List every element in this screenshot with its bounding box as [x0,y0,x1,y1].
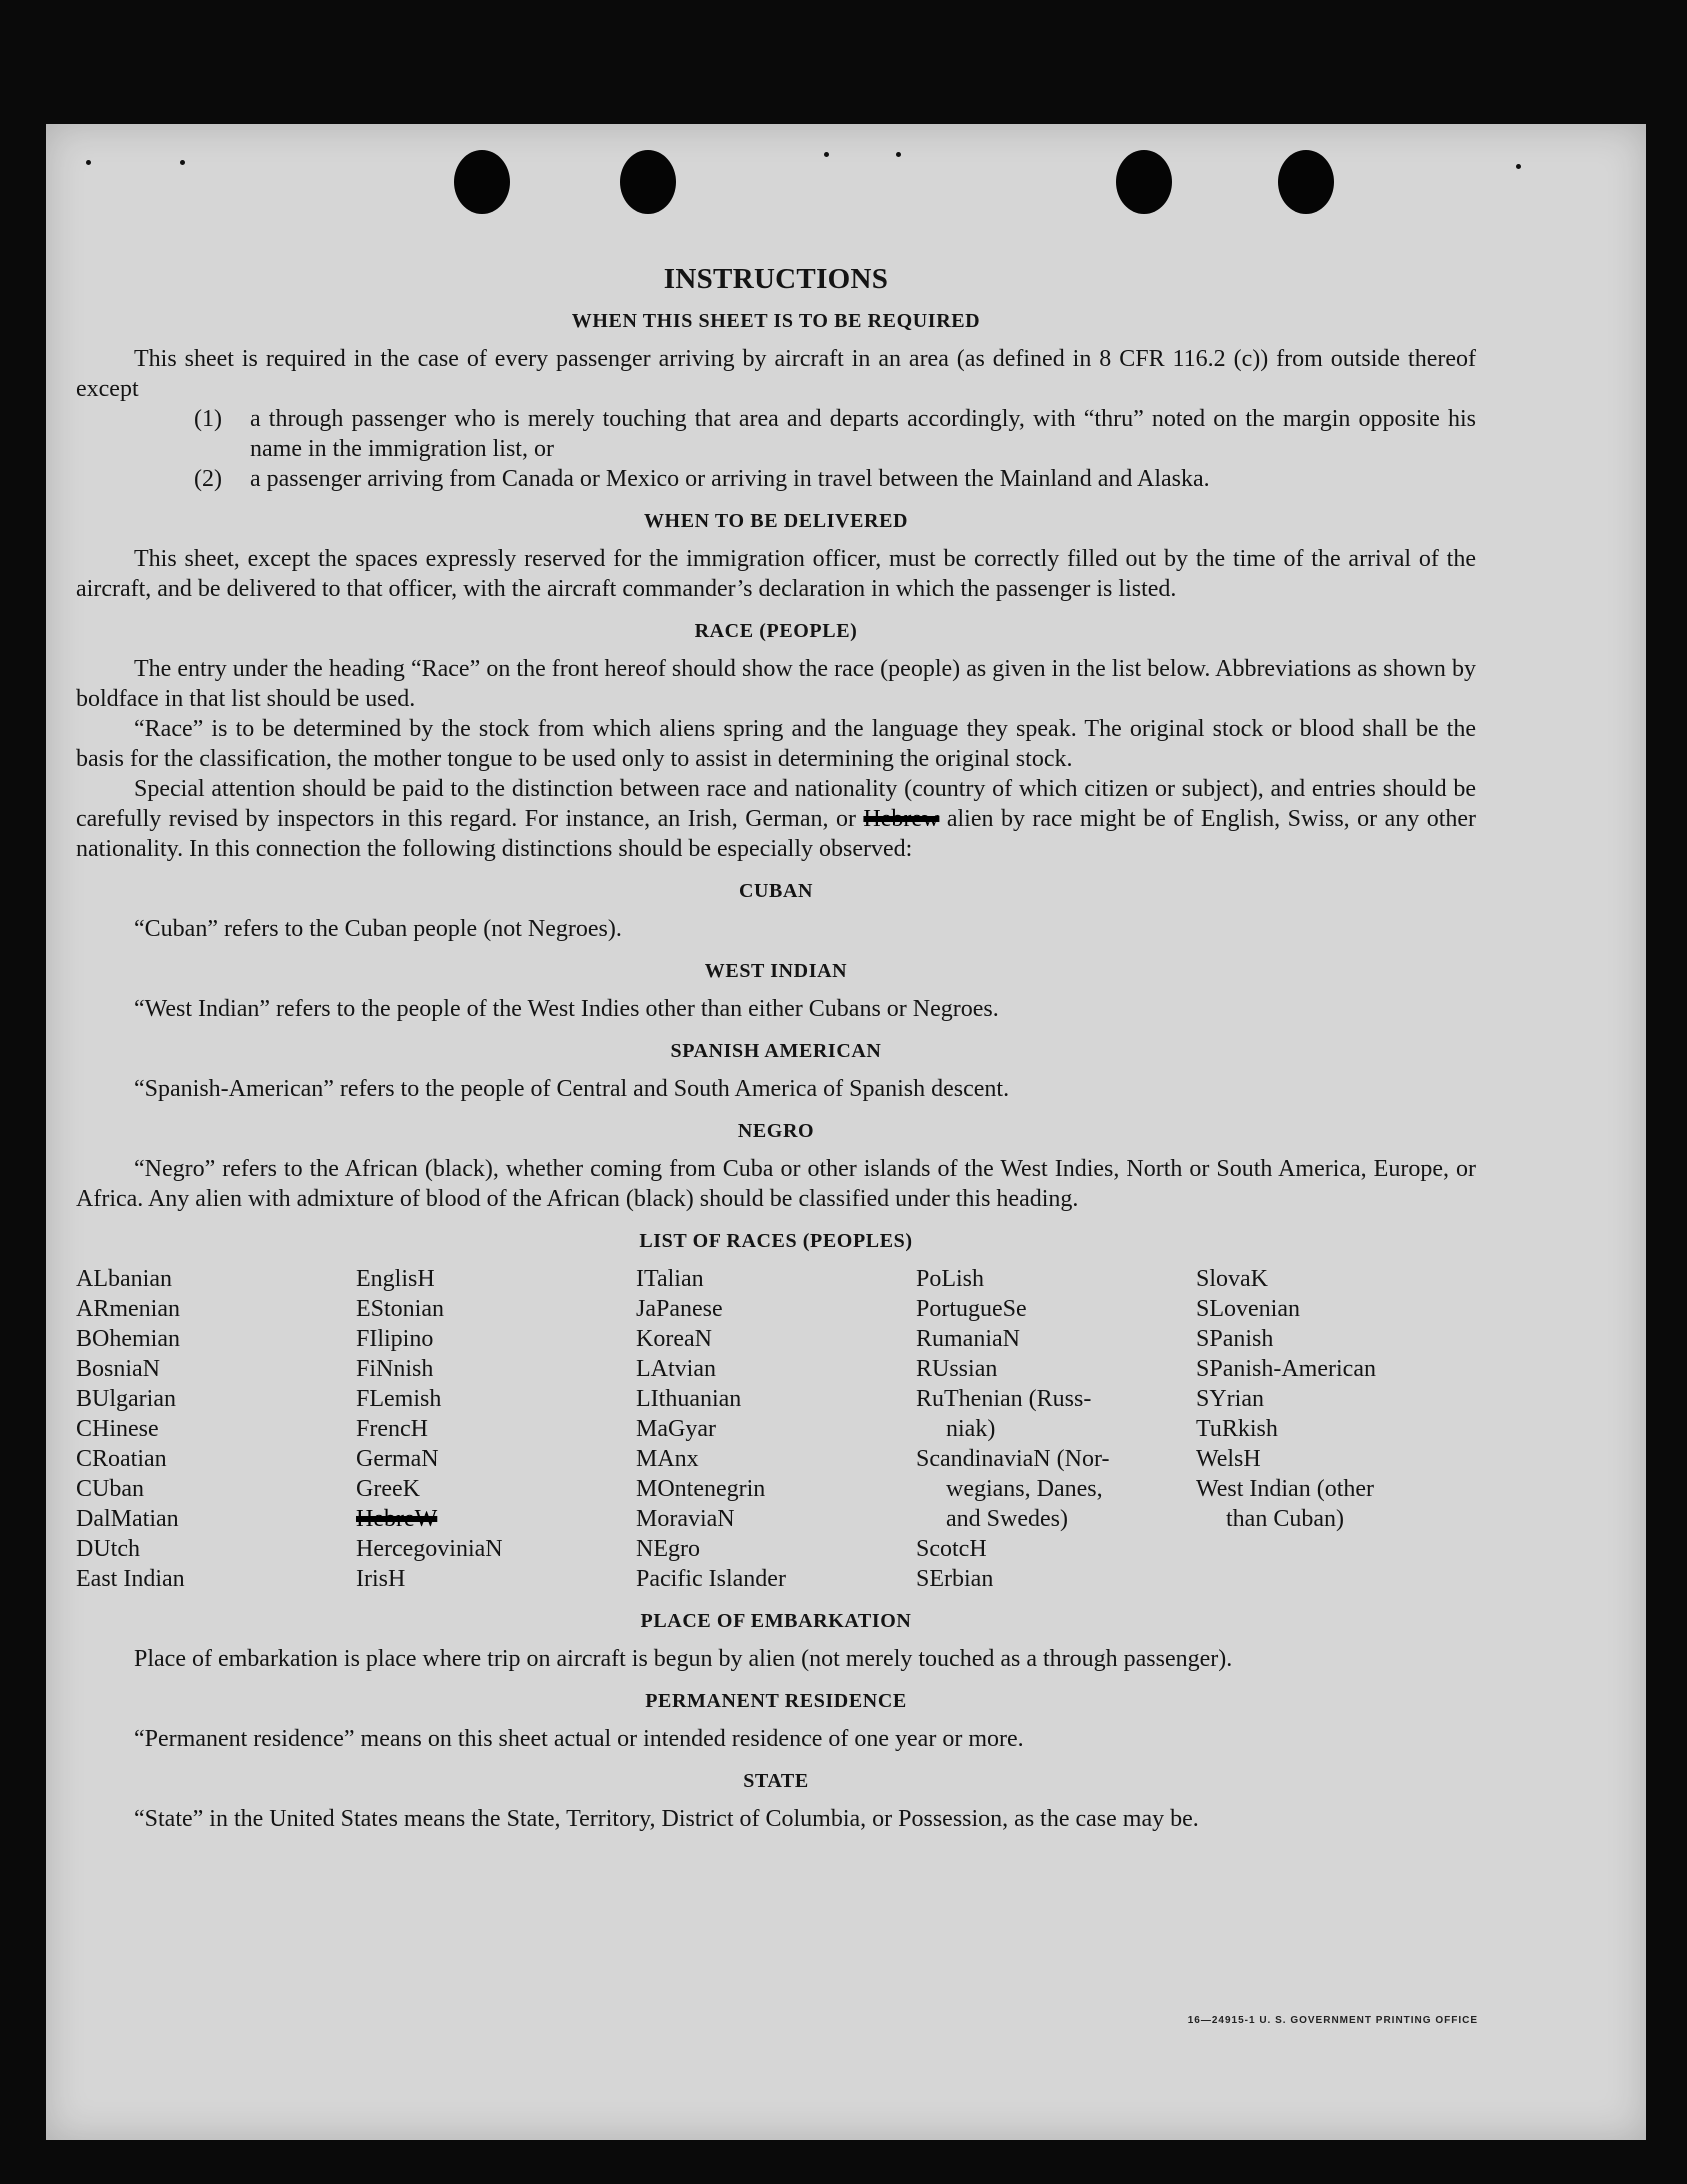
race-entry: FLemish [356,1386,442,1412]
race-entry: niak) [946,1416,996,1442]
race-column [356,1264,636,1594]
race-entry: RuThenian (Russ- [916,1386,1092,1412]
race-paragraph-2: “Race” is to be determined by the stock from which aliens spring and the language they speak. The original stock or blood shall be the basis for the classification, the mother tongue to be used only to assist in determining the original stock. [76,716,1476,772]
page-title: INSTRUCTIONS [663,263,889,295]
residence-text: “Permanent residence” means on this sheet actual or intended residence of one year or more. [134,1726,1024,1752]
section-heading-list: LIST OF RACES (PEOPLES) [639,1230,913,1252]
race-entry: SPanish-American [1196,1356,1376,1382]
section-heading-negro: NEGRO [737,1120,815,1142]
west-indian-text: “West Indian” refers to the people of the West Indies other than either Cubans or Negroes. [134,996,999,1022]
race-entry: NEgro [636,1536,700,1562]
race-column [916,1264,1196,1594]
race-entry: SLovenian [1196,1296,1300,1322]
race-entry: ITalian [636,1266,704,1292]
section-heading-state: STATE [743,1770,809,1792]
race-entry: LAtvian [636,1356,716,1382]
race-entry: and Swedes) [946,1506,1068,1532]
race-entry: CHinese [76,1416,159,1442]
instructions-content [76,264,1476,1834]
race-entry: SErbian [916,1566,994,1592]
race-entry: MaGyar [636,1416,716,1442]
race-entry: FiNnish [356,1356,434,1382]
negro-text: “Negro” refers to the African (black), whether coming from Cuba or other islands of the West Indies, North or South America, Europe, or Africa. Any alien with admixture of blood of the African (black) should be classified under this heading. [76,1156,1476,1212]
race-entry: ScandinaviaN (Nor- [916,1446,1110,1472]
race-entry: MOntenegrin [636,1476,766,1502]
speck [180,160,185,165]
race-entry: PoLish [916,1266,985,1292]
race-entry: ARmenian [76,1296,180,1322]
required-item: (2) a passenger arriving from Canada or Mexico or arriving in travel between the Mainland and Alaska. [194,466,1210,492]
race-paragraph-3: Special attention should be paid to the distinction between race and nationality (country of which citizen or subject), and entries should be carefully revised by inspectors in this regard. For instance, an Irish, German, or Hebrew alien by race might be of English, Swiss, or any other nationality. In this connection the following distinctions should be especially observed: [76,776,1477,862]
embarkation-text: Place of embarkation is place where trip on aircraft is begun by alien (not merely touched as a through passenger). [134,1646,1233,1672]
race-entry: DalMatian [76,1506,179,1532]
race-entry: DUtch [76,1536,140,1562]
race-entry: SPanish [1196,1326,1274,1352]
race-entry: wegians, Danes, [946,1476,1103,1502]
race-entry: SlovaK [1196,1266,1268,1292]
state-text: “State” in the United States means the State, Territory, District of Columbia, or Possession, as the case may be. [134,1806,1199,1832]
race-entry: SYrian [1196,1386,1264,1412]
race-entry: ALbanian [76,1266,172,1292]
speck [1516,164,1521,169]
race-paragraph-1: The entry under the heading “Race” on the front hereof should show the race (people) as given in the list below. Abbreviations as shown by boldface in that list should be used. [76,656,1476,712]
section-heading-spanish-american: SPANISH AMERICAN [670,1040,882,1062]
race-entry: GreeK [356,1476,420,1502]
spanish-american-text: “Spanish-American” refers to the people of Central and South America of Spanish descent. [134,1076,1010,1102]
race-entry: FrencH [356,1416,428,1442]
speck [86,160,91,165]
section-heading-embarkation: PLACE OF EMBARKATION [640,1610,912,1632]
delivered-text: This sheet, except the spaces expressly reserved for the immigration officer, must be correctly filled out by the time of the arrival of the aircraft, and be delivered to that officer, with the aircraft commander’s declaration in which the passenger is listed. [76,546,1476,602]
race-entry: JaPanese [636,1296,723,1322]
cuban-text: “Cuban” refers to the Cuban people (not Negroes). [134,916,622,942]
section-heading-delivered: WHEN TO BE DELIVERED [643,510,909,532]
race-entry-struck: HebreW [356,1506,438,1532]
section-heading-required: WHEN THIS SHEET IS TO BE REQUIRED [571,310,981,332]
required-item: (1) a through passenger who is merely touching that area and departs accordingly, with “thru” noted on the margin opposite his name in the immigration list, or [194,406,1476,462]
struck-word: Hebrew [863,806,940,832]
race-entry: LIthuanian [636,1386,742,1412]
race-entry: EnglisH [356,1266,435,1292]
race-entry: East Indian [76,1566,185,1592]
speck [896,152,901,157]
race-entry: ScotcH [916,1536,987,1562]
section-heading-residence: PERMANENT RESIDENCE [645,1690,907,1712]
punch-hole [1116,150,1172,214]
document-sheet [46,124,1646,2140]
race-entry: MoraviaN [636,1506,735,1532]
race-column [636,1264,916,1594]
race-entry: PortugueSe [916,1296,1027,1322]
printing-office-code: 16—24915-1 U. S. GOVERNMENT PRINTING OFFICE [1187,2015,1478,2026]
race-entry: TuRkish [1196,1416,1278,1442]
race-entry: BOhemian [76,1326,180,1352]
race-list [76,1264,1476,1594]
race-entry: FIlipino [356,1326,434,1352]
race-column [76,1264,356,1594]
race-entry: WelsH [1196,1446,1261,1472]
race-entry: KoreaN [636,1326,712,1352]
race-entry: RUssian [916,1356,998,1382]
race-entry: GermaN [356,1446,439,1472]
race-column [1196,1264,1476,1594]
race-entry: BUlgarian [76,1386,176,1412]
punch-hole [1278,150,1334,214]
race-entry: BosniaN [76,1356,160,1382]
race-entry: than Cuban) [1226,1506,1344,1532]
race-entry: MAnx [636,1446,699,1472]
race-entry: CRoatian [76,1446,167,1472]
race-entry: Pacific Islander [636,1566,786,1592]
required-intro: This sheet is required in the case of every passenger arriving by aircraft in an area (as defined in 8 CFR 116.2 (c)) from outside thereof except [76,346,1476,402]
punch-hole [454,150,510,214]
race-entry: CUban [76,1476,144,1502]
race-entry: EStonian [356,1296,444,1322]
section-heading-cuban: CUBAN [738,880,814,902]
section-heading-west-indian: WEST INDIAN [704,960,848,982]
punch-hole [620,150,676,214]
race-entry: HercegoviniaN [356,1536,503,1562]
race-entry: IrisH [356,1566,406,1592]
section-heading-race: RACE (PEOPLE) [694,620,858,642]
speck [824,152,829,157]
race-entry: RumaniaN [916,1326,1020,1352]
race-entry: West Indian (other [1196,1476,1375,1502]
